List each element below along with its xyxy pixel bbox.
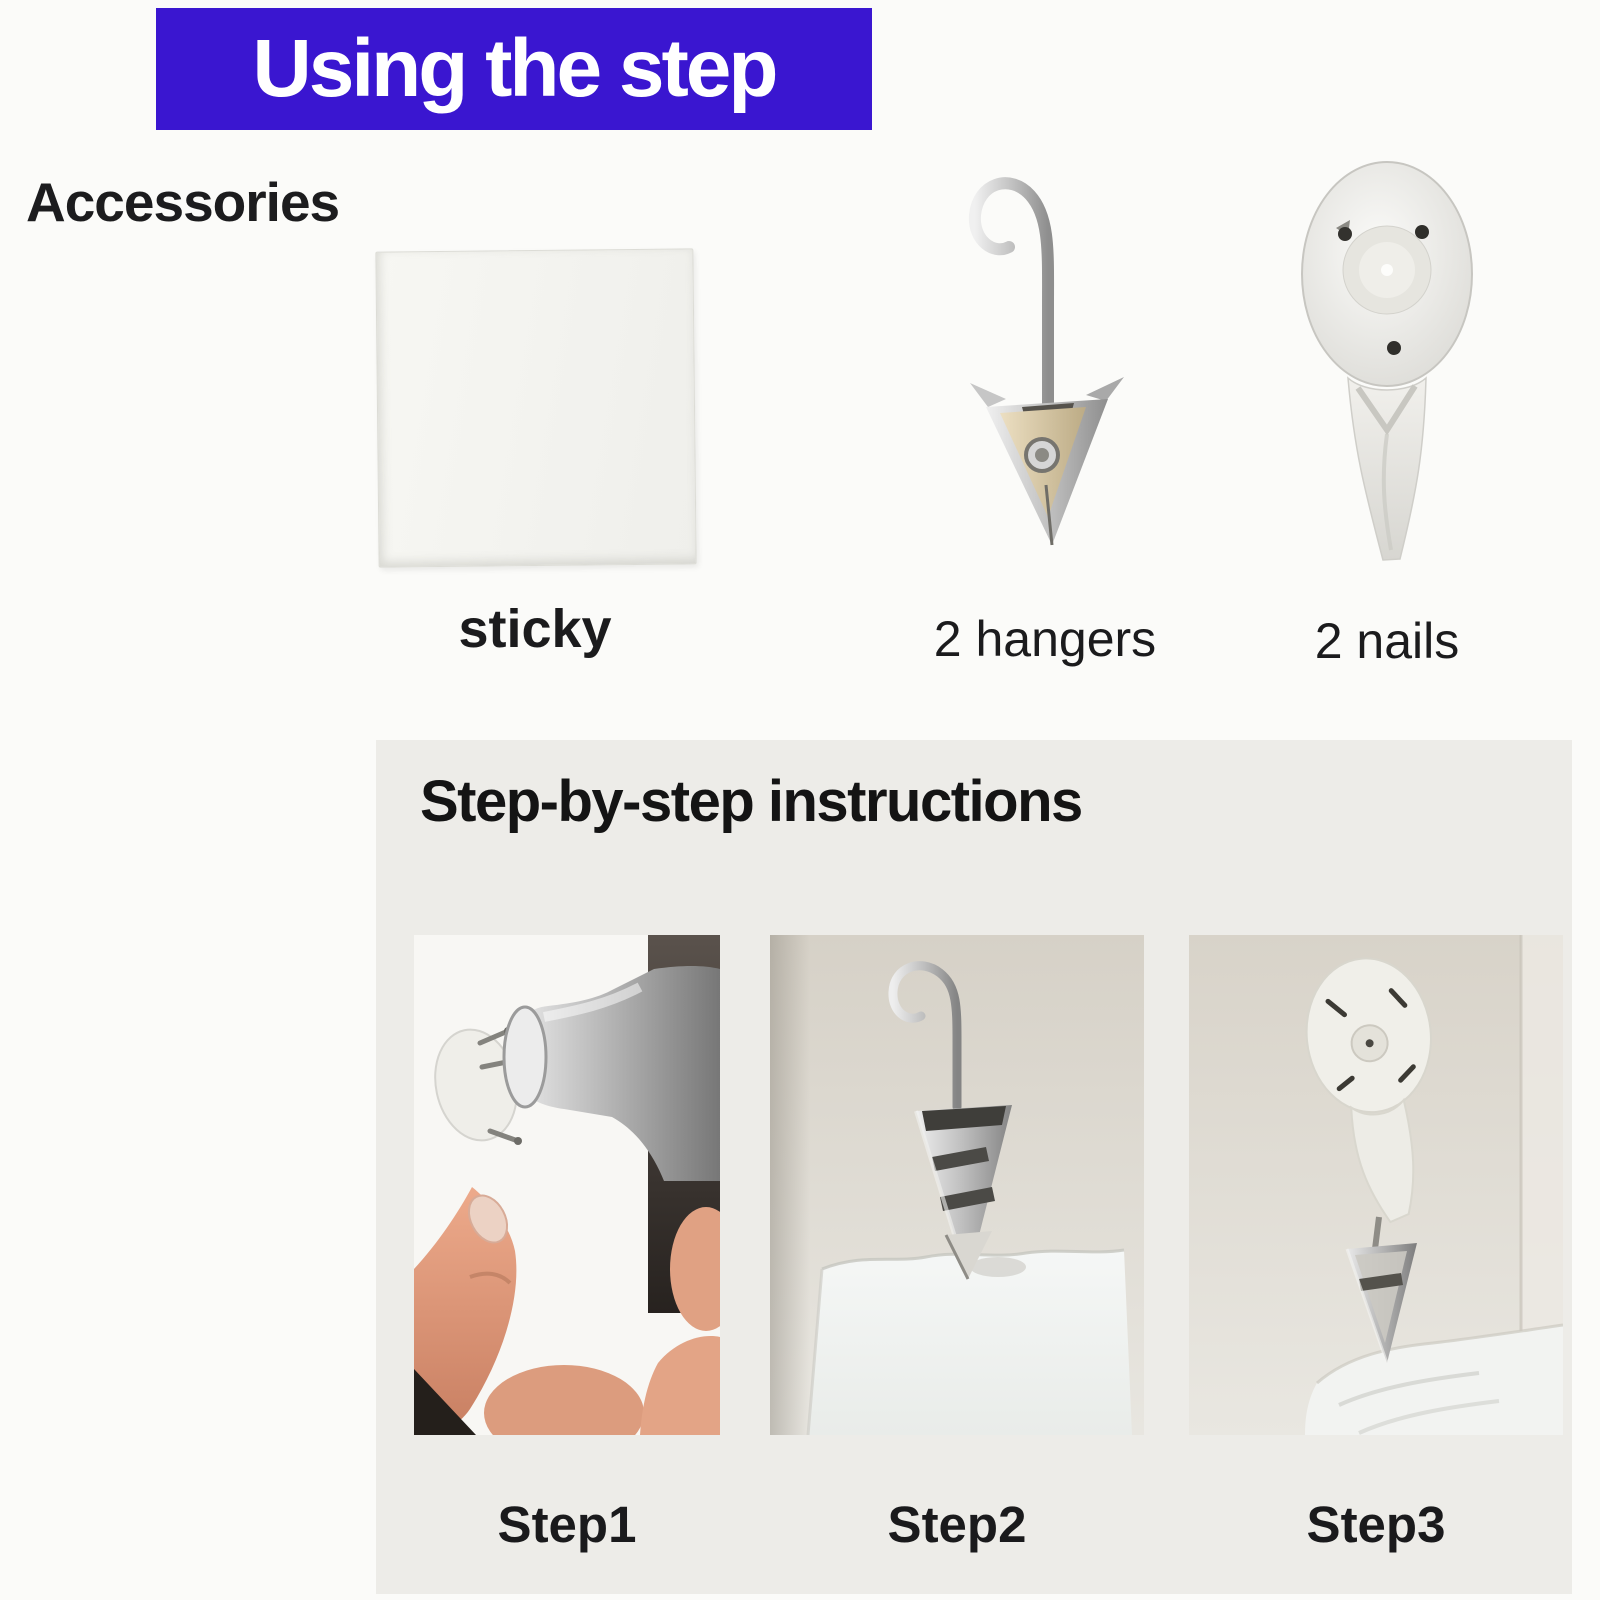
nail-body-icon [1348,378,1426,560]
step3-photo [1189,935,1563,1435]
step2-label: Step2 [887,1496,1027,1553]
step1-photo [414,935,720,1435]
title-text: Using the step [252,23,776,114]
sticky-pad-image [375,248,696,567]
nail-hook-image [1298,158,1476,566]
wall-shadow-edge [770,935,810,1435]
hook-icon [975,183,1048,413]
paper-sheet [808,1250,1132,1435]
hanger-clip-image [962,155,1132,550]
accessories-heading: Accessories [26,171,340,233]
step2-photo [770,935,1144,1435]
title-banner [156,8,872,130]
instructions-heading: Step-by-step instructions [420,769,1082,834]
hangers-label: 2 hangers [933,611,1157,667]
sticky-label: sticky [458,599,612,659]
nail-head-icon [1302,162,1472,386]
nails-label: 2 nails [1314,613,1460,669]
step1-label: Step1 [497,1496,637,1553]
step3-label: Step3 [1306,1496,1446,1553]
